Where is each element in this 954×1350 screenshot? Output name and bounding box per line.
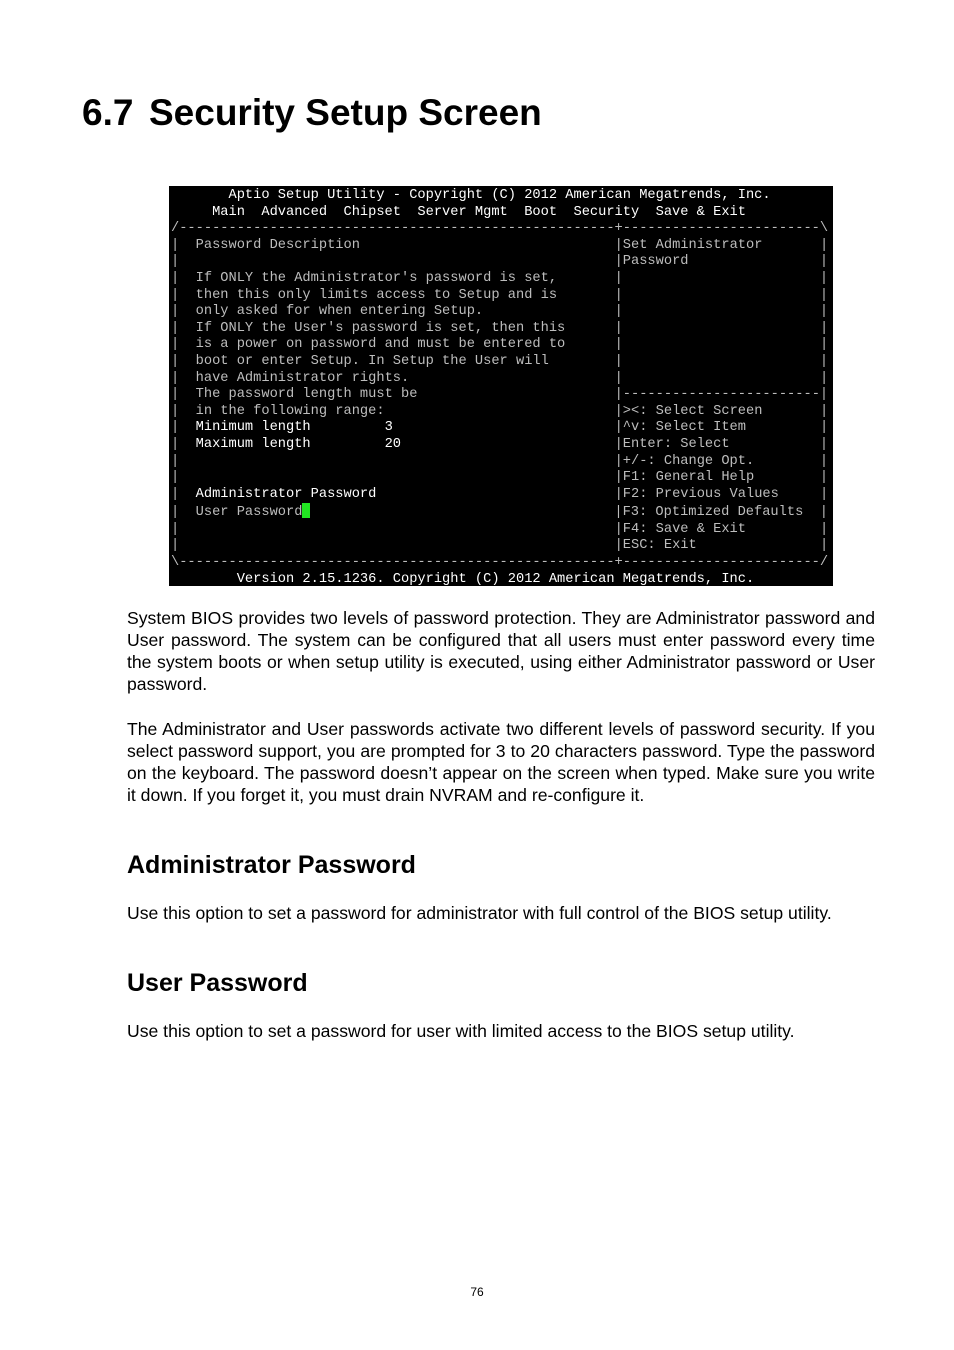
section-heading xyxy=(82,88,542,138)
bios-row xyxy=(171,505,828,520)
bios-border: | xyxy=(614,521,623,537)
bios-border: | xyxy=(614,287,623,303)
bios-left-text: in the following range: xyxy=(179,403,385,419)
bios-help-text: ^v: Select Item xyxy=(622,420,746,436)
bios-border: | xyxy=(171,353,180,369)
bios-help-text: +/-: Change Opt. xyxy=(622,453,755,469)
bios-left-text[interactable]: Administrator Password xyxy=(179,486,377,502)
bios-border: | xyxy=(614,436,623,452)
bios-border: | xyxy=(819,538,829,554)
bios-help-text: F2: Previous Values xyxy=(622,486,779,502)
bios-border: | xyxy=(614,353,623,369)
bios-left-text: If ONLY the Administrator's password is set, xyxy=(179,270,558,286)
bios-row xyxy=(171,354,828,369)
bios-left-text: Minimum length 3 xyxy=(179,420,393,436)
bios-border: | xyxy=(171,304,180,320)
levels-paragraph: The Administrator and User passwords activate two different levels of password security. If you select password support, you are prompted for 3 to 20 characters password. Type the password on the keyboard. The password doesn’t appear on the screen when typed. Make sure you write it down. If you forget it, you must drain NVRAM and re-configure it. xyxy=(127,719,875,805)
bios-border: | xyxy=(171,521,180,537)
bios-row xyxy=(171,371,828,386)
bios-border: | xyxy=(819,254,829,270)
bios-left-text: then this only limits access to Setup and is xyxy=(179,287,558,303)
bios-row xyxy=(171,437,828,452)
bios-border: | xyxy=(171,453,180,469)
bios-screen-text xyxy=(171,188,828,586)
bios-row xyxy=(171,538,828,553)
bios-border: | xyxy=(819,237,829,253)
bios-row xyxy=(171,238,828,253)
bios-border: | xyxy=(171,436,180,452)
bios-border: | xyxy=(171,237,180,253)
bios-row xyxy=(171,337,828,352)
bios-screenshot xyxy=(169,186,833,586)
bios-border: | xyxy=(614,270,623,286)
bios-border: | xyxy=(819,270,829,286)
bios-border: | xyxy=(171,387,180,403)
section-title: Security Setup Screen xyxy=(149,92,542,133)
bios-row xyxy=(171,254,828,269)
bios-border: | xyxy=(819,436,829,452)
bios-border: | xyxy=(171,505,180,521)
bios-row xyxy=(171,387,828,402)
bios-border: | xyxy=(819,505,828,521)
bios-row xyxy=(171,470,828,485)
bios-border: | xyxy=(614,486,623,502)
bios-border: | xyxy=(171,420,180,436)
bios-border: | xyxy=(819,320,829,336)
bios-border: | xyxy=(819,521,829,537)
admin-password-text: Use this option to set a password for administrator with full control of the BIOS setup utility. xyxy=(127,903,832,923)
user-password-text: Use this option to set a password for user with limited access to the BIOS setup utility. xyxy=(127,1021,795,1041)
bios-border: | xyxy=(614,538,623,554)
bios-border: | xyxy=(819,387,829,403)
bios-row xyxy=(171,271,828,286)
bios-menu-bar: Main Advanced Chipset Server Mgmt Boot Security Save & Exit xyxy=(171,204,746,220)
bios-border: | xyxy=(819,470,829,486)
bios-border: | xyxy=(614,420,623,436)
bios-border: | xyxy=(171,538,180,554)
intro-paragraph: System BIOS provides two levels of password protection. They are Administrator password and User password. The system can be configured that all users must enter password every time the system boots or when setup utility is executed, using either Administrator password or User password. xyxy=(127,608,875,694)
bios-left-text: The password length must be xyxy=(179,387,418,403)
bios-help-text: Enter: Select xyxy=(622,436,730,452)
admin-password-heading: Administrator Password xyxy=(127,851,416,879)
bios-border: | xyxy=(819,337,829,353)
bios-border: | xyxy=(614,304,623,320)
bios-left-text: have Administrator rights. xyxy=(179,370,410,386)
bios-border: | xyxy=(819,304,829,320)
bios-border: | xyxy=(614,470,623,486)
bios-border: | xyxy=(614,505,623,521)
bios-row xyxy=(171,522,828,537)
bios-border: | xyxy=(614,403,623,419)
bios-row xyxy=(171,288,828,303)
user-password-heading: User Password xyxy=(127,969,308,997)
bios-row xyxy=(171,404,828,419)
bios-rows xyxy=(171,238,828,554)
bios-help-text: Set Administrator xyxy=(622,237,763,253)
section-number: 6.7 xyxy=(82,92,134,133)
bios-left-text: Maximum length 20 xyxy=(179,436,401,452)
bios-left-text: is a power on password and must be entered to xyxy=(179,337,566,353)
bios-help-text: Password xyxy=(622,254,689,270)
bios-left-text: Password Description xyxy=(179,237,360,253)
text-cursor xyxy=(302,503,310,518)
bios-border: | xyxy=(819,353,829,369)
bios-help-text: ><: Select Screen xyxy=(622,403,763,419)
bios-border: | xyxy=(819,287,829,303)
bios-left-text: boot or enter Setup. In Setup the User will xyxy=(179,353,549,369)
bios-bottom-border: \-----------------------------------------------------+------------------------/ xyxy=(171,555,829,571)
bios-border: | xyxy=(614,254,623,270)
bios-border: | xyxy=(171,287,180,303)
bios-border: | xyxy=(819,403,829,419)
bios-row xyxy=(171,321,828,336)
bios-border: | xyxy=(819,370,829,386)
bios-border: | xyxy=(819,420,829,436)
bios-row xyxy=(171,454,828,469)
bios-border: | xyxy=(171,403,180,419)
bios-border: | xyxy=(614,387,623,403)
page-number: 76 xyxy=(470,1285,484,1299)
bios-version-line: Version 2.15.1236. Copyright (C) 2012 American Megatrends, Inc. xyxy=(171,571,755,586)
bios-border: | xyxy=(819,486,829,502)
bios-border: | xyxy=(171,486,180,502)
bios-border: | xyxy=(171,254,180,270)
bios-border: | xyxy=(819,453,829,469)
bios-title-line: Aptio Setup Utility - Copyright (C) 2012 American Megatrends, Inc. xyxy=(171,188,771,203)
bios-help-text: ------------------------ xyxy=(622,387,820,403)
bios-help-text: ESC: Exit xyxy=(622,538,697,554)
bios-left-text[interactable]: User Password xyxy=(179,505,303,521)
bios-help-text: F4: Save & Exit xyxy=(622,521,746,537)
bios-border: | xyxy=(171,320,180,336)
bios-border: | xyxy=(614,337,623,353)
bios-border: | xyxy=(614,237,623,253)
bios-top-border: /-----------------------------------------------------+------------------------\ xyxy=(171,221,829,237)
bios-row xyxy=(171,420,828,435)
bios-left-text: only asked for when entering Setup. xyxy=(179,304,484,320)
bios-border: | xyxy=(171,470,180,486)
bios-border: | xyxy=(171,337,180,353)
bios-left-text: If ONLY the User's password is set, then this xyxy=(179,320,566,336)
bios-row xyxy=(171,487,828,502)
bios-help-text: F1: General Help xyxy=(622,470,755,486)
bios-border: | xyxy=(614,453,623,469)
bios-border: | xyxy=(171,370,180,386)
bios-help-text: F3: Optimized Defaults xyxy=(622,505,804,521)
bios-row xyxy=(171,304,828,319)
bios-border: | xyxy=(614,370,623,386)
bios-border: | xyxy=(614,320,623,336)
bios-border: | xyxy=(171,270,180,286)
